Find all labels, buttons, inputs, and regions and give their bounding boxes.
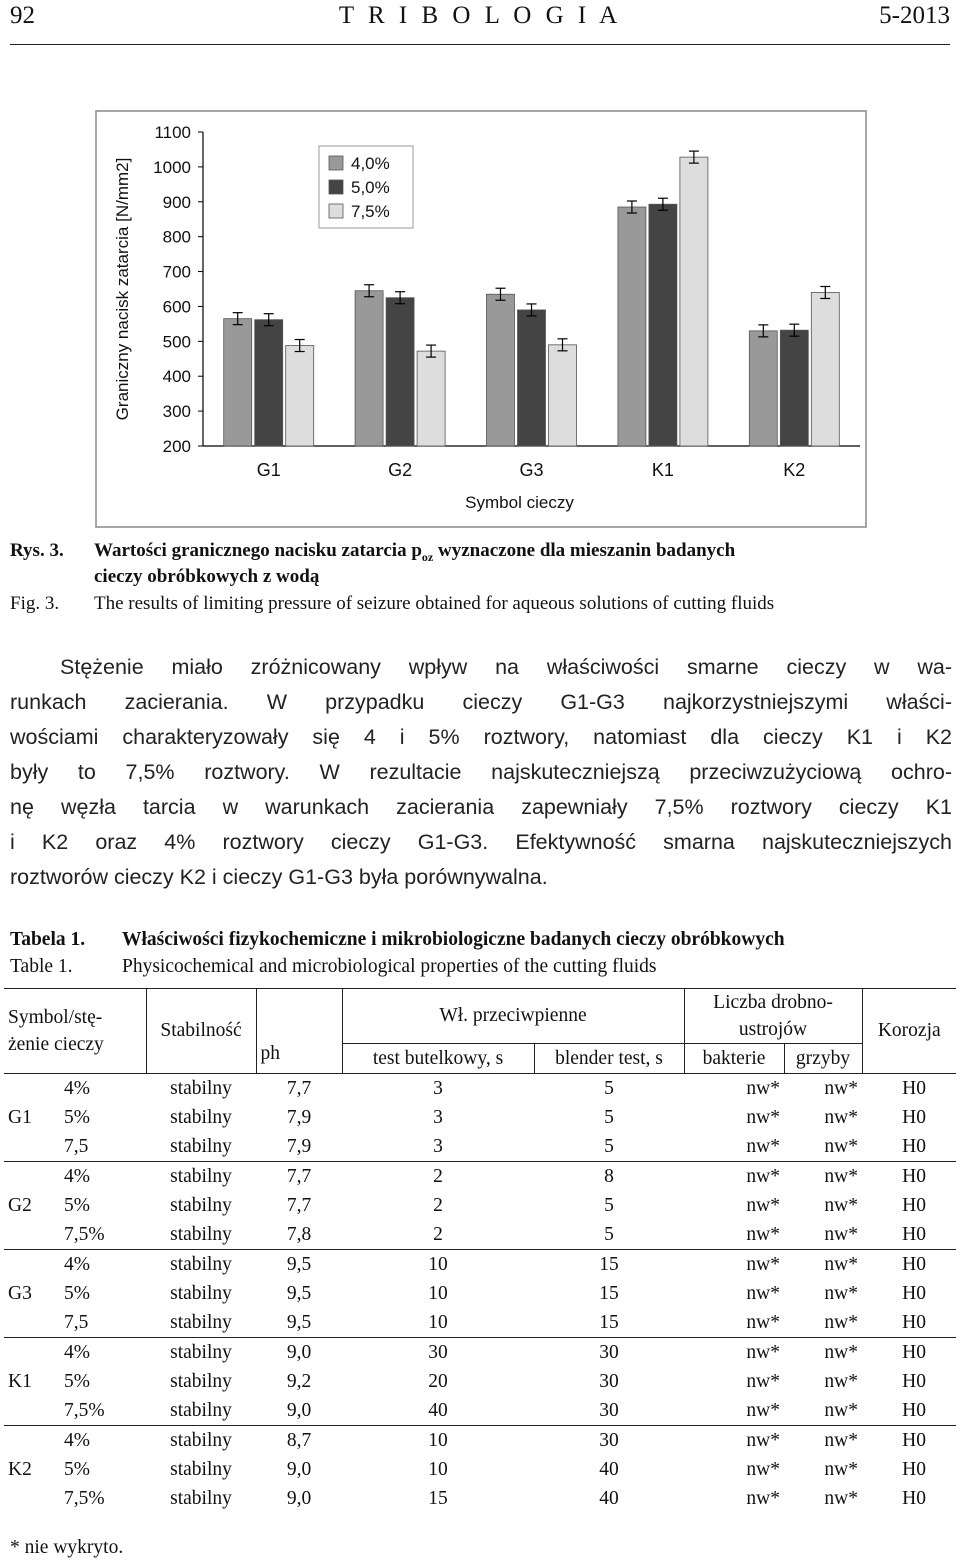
cell-corrosion: H0 xyxy=(902,1165,926,1187)
cell-fungi: nw* xyxy=(824,1223,858,1245)
cell-ph-value: 9,0 xyxy=(286,1341,312,1363)
cell-corrosion: H0 xyxy=(902,1253,926,1275)
cell-bottle-test: 2 xyxy=(433,1165,443,1187)
cell-stability: stabilny xyxy=(170,1487,232,1509)
cell-bacteria: nw* xyxy=(746,1370,780,1392)
group-symbol: K2 xyxy=(8,1458,32,1480)
legend-swatch xyxy=(329,180,343,194)
paragraph-line: Stężenie miało zróżnicowany wpływ na właściwości smarne cieczy w wa- xyxy=(60,655,952,679)
cell-bottle-test: 3 xyxy=(433,1077,443,1099)
cell-corrosion: H0 xyxy=(902,1311,926,1333)
table-row xyxy=(4,1220,956,1250)
cell-ph-value: 9,5 xyxy=(286,1282,312,1304)
header-symbol-l1: Symbol/stę- xyxy=(8,1007,103,1028)
y-tick-label: 700 xyxy=(162,262,191,282)
cell-stability: stabilny xyxy=(170,1253,232,1275)
x-tick-label: G3 xyxy=(519,460,544,480)
cell-bottle-test: 15 xyxy=(428,1487,448,1509)
cell-concentration: 7,5% xyxy=(64,1223,105,1245)
cell-bottle-test: 10 xyxy=(428,1311,448,1333)
cell-concentration: 4% xyxy=(64,1077,90,1099)
cell-bacteria: nw* xyxy=(746,1458,780,1480)
paragraph-line: nę węzła tarcia w warunkach zacierania zapewniały 7,5% roztwory cieczy K1 xyxy=(10,795,952,819)
table-label-pl: Tabela 1. xyxy=(10,929,86,950)
cell-bacteria: nw* xyxy=(746,1194,780,1216)
table-row xyxy=(4,1338,956,1368)
cell-fungi: nw* xyxy=(824,1165,858,1187)
cell-stability: stabilny xyxy=(170,1135,232,1157)
cell-stability: stabilny xyxy=(170,1399,232,1421)
cell-fungi: nw* xyxy=(824,1429,858,1451)
cell-ph-value: 9,0 xyxy=(286,1458,312,1480)
cell-ph-value: 9,2 xyxy=(286,1370,312,1392)
figure-label-pl: Rys. 3. xyxy=(10,540,64,561)
figure-frame xyxy=(96,111,866,527)
cell-bottle-test: 30 xyxy=(428,1341,448,1363)
table-caption-pl xyxy=(10,929,785,951)
cell-fungi: nw* xyxy=(824,1341,858,1363)
table-row xyxy=(4,1367,956,1396)
cell-bacteria: nw* xyxy=(746,1077,780,1099)
cell-bacteria: nw* xyxy=(746,1165,780,1187)
table-row xyxy=(4,1279,956,1308)
legend-label: 5,0% xyxy=(351,178,390,197)
x-axis-label: Symbol cieczy xyxy=(465,493,574,512)
cell-fungi: nw* xyxy=(824,1399,858,1421)
cell-ph-value: 7,8 xyxy=(286,1223,312,1245)
bar-k1-series-2 xyxy=(649,204,677,446)
figure-caption-pl-a: Wartości granicznego nacisku zatarcia p xyxy=(94,540,422,561)
table-caption-pl-text: Właściwości fizykochemiczne i mikrobiologiczne badanych cieczy obróbkowych xyxy=(122,929,785,950)
cell-stability: stabilny xyxy=(170,1311,232,1333)
cell-blender-test: 30 xyxy=(599,1399,619,1421)
cell-ph-value: 9,0 xyxy=(286,1487,312,1509)
cell-corrosion: H0 xyxy=(902,1399,926,1421)
cell-corrosion: H0 xyxy=(902,1341,926,1363)
bar-g1-series-2 xyxy=(255,320,283,446)
cell-blender-test: 5 xyxy=(604,1077,614,1099)
cell-bacteria: nw* xyxy=(746,1282,780,1304)
table-row xyxy=(4,1426,956,1456)
header-symbol-l2: żenie cieczy xyxy=(8,1034,104,1055)
table-row xyxy=(4,1191,956,1220)
cell-ph-value: 7,7 xyxy=(286,1194,312,1216)
cell-bottle-test: 10 xyxy=(428,1253,448,1275)
cell-corrosion: H0 xyxy=(902,1077,926,1099)
bar-chart xyxy=(95,110,867,528)
cell-concentration: 7,5% xyxy=(64,1399,105,1421)
bar-g3-series-3 xyxy=(549,345,577,446)
page-number: 92 xyxy=(10,2,35,29)
header-micro-l1: Liczba drobno- xyxy=(713,992,833,1013)
y-tick-label: 800 xyxy=(162,227,191,247)
cell-corrosion: H0 xyxy=(902,1106,926,1128)
cell-fungi: nw* xyxy=(824,1077,858,1099)
cell-concentration: 5% xyxy=(64,1458,90,1480)
cell-blender-test: 5 xyxy=(604,1106,614,1128)
col-header-antifoam: Wł. przeciwpienne xyxy=(342,989,684,1044)
group-symbol: G3 xyxy=(8,1282,32,1304)
y-tick-label: 900 xyxy=(162,192,191,212)
table-body xyxy=(4,1074,956,1514)
cell-fungi: nw* xyxy=(824,1282,858,1304)
cell-bacteria: nw* xyxy=(746,1311,780,1333)
cell-stability: stabilny xyxy=(170,1223,232,1245)
cell-bacteria: nw* xyxy=(746,1429,780,1451)
cell-bacteria: nw* xyxy=(746,1135,780,1157)
table-row xyxy=(4,1396,956,1426)
journal-title: T R I B O L O G I A xyxy=(338,2,622,29)
paragraph-line: były to 7,5% roztwory. W rezultacie najskuteczniejszą przeciwzużyciową ochro- xyxy=(10,760,952,784)
cell-concentration: 4% xyxy=(64,1341,90,1363)
cell-ph-value: 8,7 xyxy=(286,1429,312,1451)
paragraph-line: runkach zacierania. W przypadku cieczy G1-G3 najkorzystniejszymi właści- xyxy=(10,690,952,714)
col-header-bacteria: bakterie xyxy=(684,1044,784,1074)
col-header-symbol xyxy=(4,989,146,1074)
bar-g2-series-1 xyxy=(355,291,383,446)
cell-concentration: 4% xyxy=(64,1253,90,1275)
table-row xyxy=(4,1250,956,1280)
cell-fungi: nw* xyxy=(824,1194,858,1216)
cell-concentration: 7,5 xyxy=(64,1311,89,1333)
cell-stability: stabilny xyxy=(170,1370,232,1392)
cell-blender-test: 40 xyxy=(599,1487,619,1509)
bar-k1-series-1 xyxy=(618,207,646,446)
figure-caption-pl-b: wyznaczone dla mieszanin badanych xyxy=(433,540,736,561)
footnote: * nie wykryto. xyxy=(10,1537,124,1558)
figure-caption-pl xyxy=(10,540,735,565)
bar-k2-series-2 xyxy=(780,330,808,446)
cell-bacteria: nw* xyxy=(746,1341,780,1363)
col-header-micro xyxy=(684,989,862,1044)
cell-bottle-test: 20 xyxy=(428,1370,448,1392)
table-row xyxy=(4,1103,956,1132)
y-axis-label: Graniczny nacisk zatarcia [N/mm2] xyxy=(113,157,132,421)
cell-concentration: 5% xyxy=(64,1370,90,1392)
cell-stability: stabilny xyxy=(170,1165,232,1187)
bar-g2-series-3 xyxy=(417,351,445,446)
cell-concentration: 5% xyxy=(64,1194,90,1216)
cell-concentration: 5% xyxy=(64,1106,90,1128)
cell-ph-value: 7,9 xyxy=(286,1135,312,1157)
table-caption-en xyxy=(10,956,657,978)
bar-g1-series-3 xyxy=(286,346,314,446)
cell-stability: stabilny xyxy=(170,1077,232,1099)
cell-ph-value: 9,0 xyxy=(286,1399,312,1421)
cell-bacteria: nw* xyxy=(746,1106,780,1128)
cell-blender-test: 15 xyxy=(599,1311,619,1333)
bar-k2-series-1 xyxy=(749,331,777,446)
x-tick-label: G1 xyxy=(256,460,281,480)
col-header-bottle: test butelkowy, s xyxy=(342,1044,534,1074)
cell-bacteria: nw* xyxy=(746,1399,780,1421)
cell-bottle-test: 10 xyxy=(428,1458,448,1480)
table-row xyxy=(4,1132,956,1162)
col-header-ph: ph xyxy=(256,989,342,1074)
table-row xyxy=(4,1455,956,1484)
cell-corrosion: H0 xyxy=(902,1223,926,1245)
cell-ph-value: 9,5 xyxy=(286,1311,312,1333)
properties-table xyxy=(4,988,956,1513)
table-caption-en-text: Physicochemical and microbiological properties of the cutting fluids xyxy=(122,956,657,977)
cell-corrosion: H0 xyxy=(902,1194,926,1216)
cell-bottle-test: 3 xyxy=(433,1106,443,1128)
col-header-corrosion: Korozja xyxy=(862,989,956,1074)
cell-concentration: 7,5% xyxy=(64,1487,105,1509)
cell-blender-test: 30 xyxy=(599,1429,619,1451)
legend-label: 4,0% xyxy=(351,154,390,173)
cell-blender-test: 30 xyxy=(599,1341,619,1363)
cell-concentration: 4% xyxy=(64,1429,90,1451)
figure-caption-en xyxy=(10,593,774,615)
cell-bacteria: nw* xyxy=(746,1223,780,1245)
cell-ph-value: 9,5 xyxy=(286,1253,312,1275)
cell-corrosion: H0 xyxy=(902,1429,926,1451)
running-header xyxy=(10,0,950,45)
bar-k2-series-3 xyxy=(811,292,839,446)
cell-corrosion: H0 xyxy=(902,1487,926,1509)
bar-k1-series-3 xyxy=(680,157,708,446)
bar-g3-series-2 xyxy=(518,310,546,446)
paragraph-line: i K2 oraz 4% roztwory cieczy G1-G3. Efektywność smarna najskuteczniejszych xyxy=(10,830,952,854)
cell-fungi: nw* xyxy=(824,1458,858,1480)
cell-ph-value: 7,9 xyxy=(286,1106,312,1128)
header-micro-l2: ustrojów xyxy=(738,1019,808,1040)
paragraph-line: wościami charakteryzowały się 4 i 5% roztwory, natomiast dla cieczy K1 i K2 xyxy=(10,725,952,749)
cell-corrosion: H0 xyxy=(902,1458,926,1480)
cell-blender-test: 15 xyxy=(599,1282,619,1304)
cell-fungi: nw* xyxy=(824,1253,858,1275)
cell-ph-value: 7,7 xyxy=(286,1165,312,1187)
cell-bottle-test: 2 xyxy=(433,1223,443,1245)
cell-stability: stabilny xyxy=(170,1106,232,1128)
cell-ph-value: 7,7 xyxy=(286,1077,312,1099)
cell-blender-test: 15 xyxy=(599,1253,619,1275)
group-symbol: K1 xyxy=(8,1370,32,1392)
cell-stability: stabilny xyxy=(170,1429,232,1451)
table-row xyxy=(4,1074,956,1104)
col-header-blender: blender test, s xyxy=(534,1044,684,1074)
y-tick-label: 1100 xyxy=(154,123,191,142)
y-tick-label: 300 xyxy=(162,402,191,422)
cell-stability: stabilny xyxy=(170,1458,232,1480)
cell-fungi: nw* xyxy=(824,1311,858,1333)
cell-blender-test: 5 xyxy=(604,1194,614,1216)
cell-fungi: nw* xyxy=(824,1106,858,1128)
cell-blender-test: 40 xyxy=(599,1458,619,1480)
cell-bacteria: nw* xyxy=(746,1487,780,1509)
body-paragraph xyxy=(10,650,952,895)
cell-bottle-test: 40 xyxy=(428,1399,448,1421)
x-tick-label: K2 xyxy=(783,460,806,480)
x-tick-label: G2 xyxy=(388,460,413,480)
bar-g2-series-2 xyxy=(386,298,414,446)
cell-fungi: nw* xyxy=(824,1487,858,1509)
col-header-stability: Stabilność xyxy=(146,989,256,1074)
paragraph-line: roztworów cieczy K2 i cieczy G1-G3 była porównywalna. xyxy=(10,865,548,889)
col-header-fungi: grzyby xyxy=(784,1044,862,1074)
table-row xyxy=(4,1308,956,1338)
legend-swatch xyxy=(329,156,343,170)
cell-blender-test: 5 xyxy=(604,1135,614,1157)
cell-stability: stabilny xyxy=(170,1341,232,1363)
cell-corrosion: H0 xyxy=(902,1135,926,1157)
figure-caption-en-text: The results of limiting pressure of seizure obtained for aqueous solutions of cutting fluids xyxy=(94,593,775,614)
cell-blender-test: 5 xyxy=(604,1223,614,1245)
cell-fungi: nw* xyxy=(824,1135,858,1157)
cell-blender-test: 30 xyxy=(599,1370,619,1392)
cell-concentration: 7,5 xyxy=(64,1135,89,1157)
cell-corrosion: H0 xyxy=(902,1282,926,1304)
cell-bottle-test: 2 xyxy=(433,1194,443,1216)
cell-concentration: 4% xyxy=(64,1165,90,1187)
legend-label: 7,5% xyxy=(351,202,390,221)
cell-corrosion: H0 xyxy=(902,1370,926,1392)
figure-caption-pl-sub: oz xyxy=(421,549,434,564)
cell-bottle-test: 10 xyxy=(428,1429,448,1451)
y-tick-label: 400 xyxy=(162,367,191,387)
cell-bottle-test: 10 xyxy=(428,1282,448,1304)
y-tick-label: 600 xyxy=(162,297,191,317)
y-tick-label: 500 xyxy=(162,332,191,352)
group-symbol: G1 xyxy=(8,1106,32,1128)
table-label-en: Table 1. xyxy=(10,956,73,977)
cell-blender-test: 8 xyxy=(604,1165,614,1187)
group-symbol: G2 xyxy=(8,1194,32,1216)
cell-stability: stabilny xyxy=(170,1282,232,1304)
y-tick-label: 200 xyxy=(162,437,191,456)
issue-year: 5-2013 xyxy=(879,2,950,29)
y-tick-label: 1000 xyxy=(153,157,191,177)
figure-label-en: Fig. 3. xyxy=(10,593,60,614)
cell-concentration: 5% xyxy=(64,1282,90,1304)
table-row xyxy=(4,1162,956,1192)
x-tick-label: K1 xyxy=(651,460,674,480)
cell-bacteria: nw* xyxy=(746,1253,780,1275)
figure-caption-pl-line2: cieczy obróbkowych z wodą xyxy=(94,566,320,587)
cell-stability: stabilny xyxy=(170,1194,232,1216)
bar-g3-series-1 xyxy=(487,294,515,446)
bar-g1-series-1 xyxy=(224,319,252,446)
cell-fungi: nw* xyxy=(824,1370,858,1392)
legend-swatch xyxy=(329,204,343,218)
cell-bottle-test: 3 xyxy=(433,1135,443,1157)
table-row xyxy=(4,1484,956,1513)
